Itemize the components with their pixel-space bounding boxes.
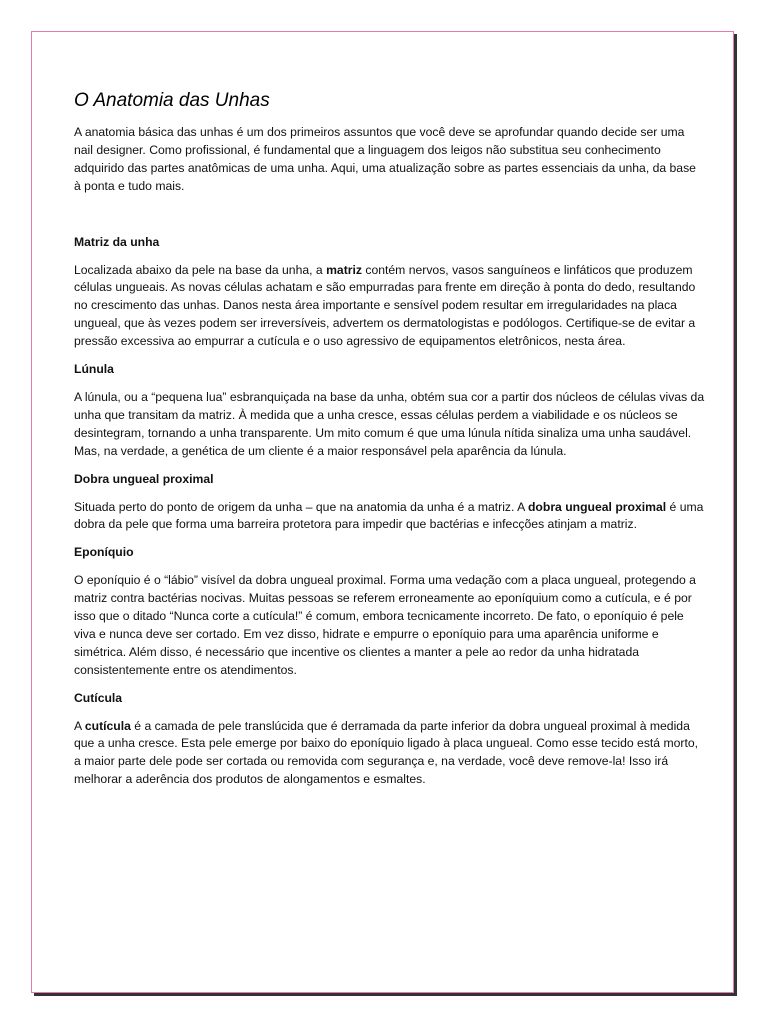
paragraph-text: é uma dobra da pele que forma uma barreira protetora para impedir que bactérias e infecções atinjam a matriz. (74, 499, 704, 532)
section-paragraph-matriz (74, 262, 706, 352)
paragraph-text: é a camada de pele translúcida que é derramada da parte inferior da dobra ungueal proximal à medida que a unha cresce. Esta pele emerge por baixo do eponíquio ligado à placa ungueal. Como esse tecido está morto, a maior parte dele pode ser cortada ou removida com segurança e, na verdade, você deve remove-la! Isso irá melhorar a aderência dos produtos de alongamentos e esmaltes. (74, 718, 698, 787)
section-paragraph-cuticula (74, 718, 706, 790)
section-heading-cuticula: Cutícula (74, 690, 123, 705)
paragraph-term: cutícula (84, 718, 131, 733)
section-heading-dobra: Dobra ungueal proximal (74, 471, 214, 486)
section-heading-lunula: Lúnula (74, 362, 114, 377)
section-paragraph-eponiquio (74, 572, 706, 679)
paragraph-text: Localizada abaixo da pele na base da unha, a (74, 262, 327, 277)
document-title: O Anatomia das Unhas (74, 90, 270, 111)
intro-paragraph: A anatomia básica das unhas é um dos primeiros assuntos que você deve se aprofundar quando decide ser uma nail designer. Como profissional, é fundamental que a linguagem dos leigos não substitua seu conhecimento adquirido das partes anatômicas de uma unha. Aqui, uma atualização sobre as partes essenciais da unha, da base à ponta e tudo mais. (74, 125, 696, 193)
paragraph-term: dobra ungueal proximal (527, 499, 667, 514)
paragraph-text: Situada perto do ponto de origem da unha – que na anatomia da unha é a matriz. A (74, 499, 528, 514)
paragraph-text: A (74, 718, 85, 733)
paragraph-text: contém nervos, vasos sanguíneos e linfáticos que produzem células ungueais. As novas células achatam e são empurradas para frente em direção à ponta do dedo, resultando no crescimento das unhas. Danos nesta área importante e sensível podem resultar em irregularidades na placa ungueal, que às vezes podem ser irreversíveis, advertem os dermatologistas e podólogos. Certifique-se de evitar a pressão excessiva ao empurrar a cutícula e o uso agressivo de equipamentos eletrônicos, nesta área. (74, 262, 696, 349)
paragraph-text: O eponíquio é o “lábio” visível da dobra ungueal proximal. Forma uma vedação com a placa ungueal, protegendo a matriz contra bactérias nocivas. Muitas pessoas se referem erroneamente ao eponíquium como a cutícula, e é por isso que o ditado “Nunca corte a cutícula!” é comum, embora tecnicamente incorreto. De fato, o eponíquio é pele viva e nunca deve ser cortado. Em vez disso, hidrate e empurre o eponíquio para uma aparência uniforme e simétrica. Além disso, é necessário que incentive os clientes a manter a pele ao redor da unha hidratada consistentemente entre os atendimentos. (74, 573, 696, 677)
section-paragraph-dobra (74, 499, 706, 535)
document-content (74, 90, 706, 799)
document-page (31, 31, 734, 993)
paragraph-text: A lúnula, ou a “pequena lua” esbranquiçada na base da unha, obtém sua cor a partir dos núcleos de células vivas da unha que transitam da matriz. À medida que a unha cresce, essas células perdem a viabilidade e os núcleos se desintegram, tornando a unha transparente. Um mito comum é que uma lúnula nítida sinaliza uma unha saudável. Mas, na verdade, a genética de um cliente é a maior responsável pela aparência da lúnula. (74, 389, 705, 458)
section-paragraph-lunula (74, 389, 706, 461)
section-spacer (74, 206, 706, 234)
section-heading-matriz: Matriz da unha (74, 234, 160, 249)
paragraph-term: matriz (326, 262, 362, 277)
section-heading-eponiquio: Eponíquio (74, 545, 134, 560)
